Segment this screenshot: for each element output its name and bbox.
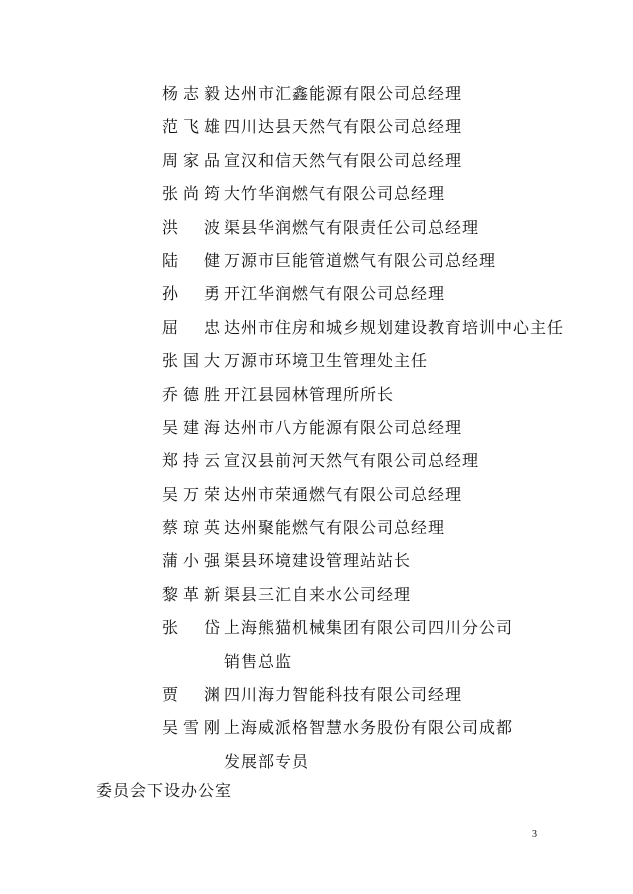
office-note: 委员会下设办公室 (96, 781, 233, 800)
member-name: 吴雪刚 (162, 718, 220, 738)
member-name: 周家品 (162, 150, 220, 170)
member-row (162, 551, 602, 571)
member-position (224, 718, 513, 771)
position-line: 渠县华润燃气有限责任公司总经理 (224, 217, 480, 237)
position-line: 达州市荣通燃气有限公司总经理 (224, 484, 463, 504)
position-line: 上海熊猫机械集团有限公司四川分公司 (224, 618, 514, 638)
member-position (224, 117, 462, 137)
member-name: 贾 渊 (162, 685, 220, 705)
member-position (224, 385, 394, 405)
member-list (162, 84, 602, 785)
member-row (162, 351, 602, 371)
member-row (162, 618, 602, 671)
member-name: 黎革新 (162, 584, 220, 604)
member-position (224, 418, 462, 438)
member-position (224, 551, 411, 571)
position-line: 渠县三汇自来水公司经理 (224, 584, 412, 604)
member-row (162, 718, 602, 771)
member-row (162, 485, 602, 505)
member-row (162, 84, 602, 104)
member-name: 洪 波 (162, 217, 220, 237)
member-name: 乔德胜 (162, 384, 220, 404)
member-name: 孙 勇 (162, 284, 220, 304)
member-position (224, 585, 411, 605)
position-line: 达州聚能燃气有限公司总经理 (224, 518, 446, 538)
member-position (224, 151, 462, 171)
member-name: 张 岱 (162, 618, 220, 638)
position-line: 四川海力智能科技有限公司经理 (224, 685, 463, 705)
member-position (224, 518, 445, 538)
member-row (162, 117, 602, 137)
member-row (162, 518, 602, 538)
member-position (224, 184, 445, 204)
position-line: 开江县园林管理所所长 (224, 384, 395, 404)
member-row (162, 151, 602, 171)
member-position (224, 318, 564, 338)
member-position (224, 251, 496, 271)
member-name: 杨志毅 (162, 84, 220, 103)
member-name: 屈 忠 (162, 317, 220, 337)
member-position (224, 351, 428, 371)
position-line: 渠县环境建设管理站站长 (224, 551, 412, 571)
member-name: 蒲小强 (162, 551, 220, 571)
page-number: 3 (532, 829, 537, 840)
member-name: 范飞雄 (162, 117, 220, 137)
member-name: 蔡琼英 (162, 518, 220, 538)
position-line: 开江华润燃气有限公司总经理 (224, 284, 446, 304)
member-row (162, 385, 602, 405)
member-name: 吴万荣 (162, 484, 220, 504)
member-row (162, 251, 602, 271)
position-line: 宣汉县前河天然气有限公司总经理 (224, 451, 480, 471)
position-line: 大竹华润燃气有限公司总经理 (224, 184, 446, 204)
member-row (162, 418, 602, 438)
position-line: 万源市巨能管道燃气有限公司总经理 (224, 250, 497, 270)
member-position (224, 618, 513, 671)
member-name: 吴建海 (162, 417, 220, 437)
position-line: 宣汉和信天然气有限公司总经理 (224, 150, 463, 170)
member-row (162, 184, 602, 204)
member-row (162, 585, 602, 605)
member-row (162, 284, 602, 304)
position-line: 达州市八方能源有限公司总经理 (224, 417, 463, 437)
member-name: 郑持云 (162, 451, 220, 471)
position-line: 上海威派格智慧水务股份有限公司成都 (224, 718, 514, 738)
member-name: 张尚筠 (162, 184, 220, 204)
member-row (162, 318, 602, 338)
position-line-continued: 发展部专员 (224, 751, 310, 771)
position-line-continued: 销售总监 (224, 651, 293, 671)
member-position (224, 485, 462, 505)
position-line: 达州市汇鑫能源有限公司总经理 (224, 84, 463, 103)
member-row (162, 451, 602, 471)
position-line: 四川达县天然气有限公司总经理 (224, 117, 463, 137)
member-row (162, 685, 602, 705)
member-position (224, 84, 462, 104)
member-row (162, 218, 602, 238)
position-line: 万源市环境卫生管理处主任 (224, 351, 429, 371)
member-position (224, 284, 445, 304)
member-position (224, 218, 479, 238)
member-name: 陆 健 (162, 250, 220, 270)
member-position (224, 451, 479, 471)
position-line: 达州市住房和城乡规划建设教育培训中心主任 (224, 317, 565, 337)
member-position (224, 685, 462, 705)
member-name: 张国大 (162, 351, 220, 371)
